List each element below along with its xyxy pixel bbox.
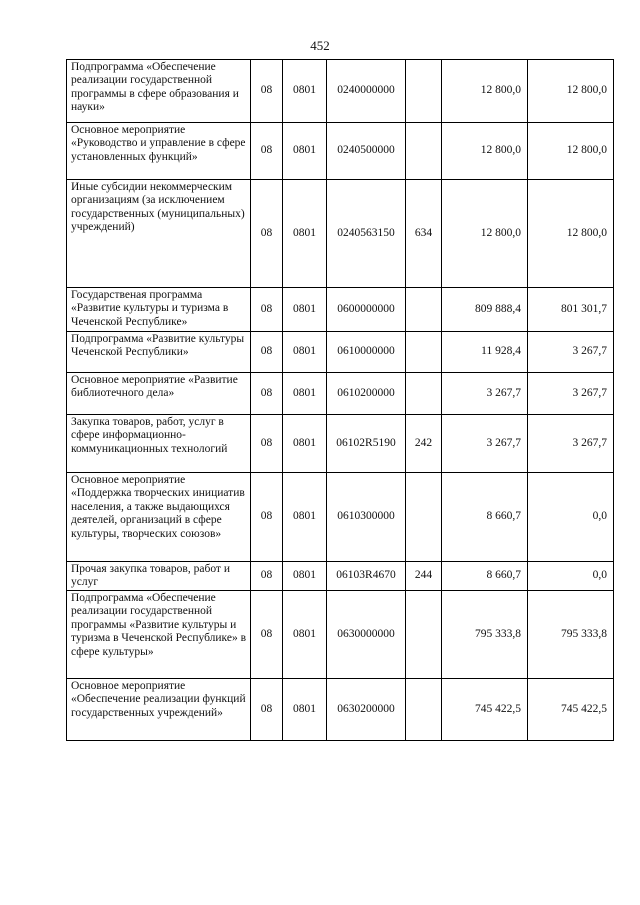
row-sum-2: 3 267,7: [528, 415, 614, 473]
row-name: Подпрограмма «Развитие культуры Чеченской Республики»: [67, 332, 251, 373]
row-subsection: 0801: [283, 60, 327, 123]
row-target-code: 06103R4670: [327, 562, 406, 591]
row-expense-type: [406, 60, 442, 123]
row-sum-1: 12 800,0: [442, 60, 528, 123]
row-subsection: 0801: [283, 123, 327, 180]
row-sum-1: 12 800,0: [442, 180, 528, 288]
row-sum-2: 12 800,0: [528, 123, 614, 180]
row-sum-2: 801 301,7: [528, 288, 614, 332]
row-expense-type: [406, 591, 442, 679]
row-sum-2: 3 267,7: [528, 373, 614, 415]
row-target-code: 0630000000: [327, 591, 406, 679]
row-sum-2: 3 267,7: [528, 332, 614, 373]
row-target-code: 0240500000: [327, 123, 406, 180]
row-sum-1: 12 800,0: [442, 123, 528, 180]
row-name: Основное мероприятие «Руководство и управление в сфере установленных функций»: [67, 123, 251, 180]
page-number: 452: [310, 38, 330, 53]
row-target-code: 0610300000: [327, 473, 406, 562]
table-row: [67, 415, 614, 473]
row-subsection: 0801: [283, 562, 327, 591]
row-section: 08: [251, 180, 283, 288]
row-expense-type: 244: [406, 562, 442, 591]
row-target-code: 0610200000: [327, 373, 406, 415]
row-name: Государственая программа «Развитие культуры и туризма в Чеченской Республике»: [67, 288, 251, 332]
row-name: Основное мероприятие «Развитие библиотечного дела»: [67, 373, 251, 415]
row-name: Прочая закупка товаров, работ и услуг: [67, 562, 251, 591]
row-section: 08: [251, 562, 283, 591]
row-sum-1: 795 333,8: [442, 591, 528, 679]
table-row: [67, 123, 614, 180]
row-name: Иные субсидии некоммерческим организациям (за исключением государственных (муниципальных) учреждений): [67, 180, 251, 288]
row-sum-2: 0,0: [528, 473, 614, 562]
row-expense-type: [406, 473, 442, 562]
table-row: [67, 591, 614, 679]
table-row: [67, 288, 614, 332]
row-subsection: 0801: [283, 180, 327, 288]
row-target-code: 0610000000: [327, 332, 406, 373]
row-expense-type: [406, 123, 442, 180]
row-subsection: 0801: [283, 591, 327, 679]
row-section: 08: [251, 679, 283, 741]
row-sum-2: 12 800,0: [528, 180, 614, 288]
row-sum-1: 3 267,7: [442, 415, 528, 473]
table-row: [67, 180, 614, 288]
row-name: Основное мероприятие «Обеспечение реализации функций государственных учреждений»: [67, 679, 251, 741]
row-section: 08: [251, 60, 283, 123]
row-section: 08: [251, 373, 283, 415]
row-section: 08: [251, 591, 283, 679]
row-expense-type: [406, 679, 442, 741]
table-row: [67, 60, 614, 123]
row-expense-type: 634: [406, 180, 442, 288]
row-section: 08: [251, 288, 283, 332]
row-subsection: 0801: [283, 473, 327, 562]
row-sum-2: 12 800,0: [528, 60, 614, 123]
row-name: Подпрограмма «Обеспечение реализации государственной программы в сфере образования и науки»: [67, 60, 251, 123]
row-sum-2: 0,0: [528, 562, 614, 591]
row-sum-1: 8 660,7: [442, 562, 528, 591]
row-section: 08: [251, 123, 283, 180]
row-sum-2: 745 422,5: [528, 679, 614, 741]
row-target-code: 06102R5190: [327, 415, 406, 473]
row-section: 08: [251, 332, 283, 373]
row-target-code: 0600000000: [327, 288, 406, 332]
row-section: 08: [251, 415, 283, 473]
row-target-code: 0630200000: [327, 679, 406, 741]
row-subsection: 0801: [283, 288, 327, 332]
row-target-code: 0240563150: [327, 180, 406, 288]
table-row: [67, 332, 614, 373]
row-subsection: 0801: [283, 332, 327, 373]
table-row: [67, 373, 614, 415]
row-sum-2: 795 333,8: [528, 591, 614, 679]
row-expense-type: [406, 373, 442, 415]
row-target-code: 0240000000: [327, 60, 406, 123]
row-subsection: 0801: [283, 679, 327, 741]
row-sum-1: 745 422,5: [442, 679, 528, 741]
row-sum-1: 3 267,7: [442, 373, 528, 415]
row-sum-1: 11 928,4: [442, 332, 528, 373]
row-subsection: 0801: [283, 373, 327, 415]
table-row: [67, 473, 614, 562]
row-name: Закупка товаров, работ, услуг в сфере информационно-коммуникационных технологий: [67, 415, 251, 473]
row-expense-type: [406, 332, 442, 373]
table-row: [67, 562, 614, 591]
row-name: Подпрограмма «Обеспечение реализации государственной программы «Развитие культуры и туризма в Чеченской Республике» в сфере культуры»: [67, 591, 251, 679]
budget-table-body: [67, 60, 614, 741]
row-name: Основное мероприятие «Поддержка творческих инициатив населения, а также выдающихся деятелей, организаций в сфере культуры, творческих союзов»: [67, 473, 251, 562]
row-expense-type: 242: [406, 415, 442, 473]
row-sum-1: 8 660,7: [442, 473, 528, 562]
table-row: [67, 679, 614, 741]
budget-table: [66, 59, 614, 741]
row-section: 08: [251, 473, 283, 562]
row-sum-1: 809 888,4: [442, 288, 528, 332]
row-subsection: 0801: [283, 415, 327, 473]
row-expense-type: [406, 288, 442, 332]
